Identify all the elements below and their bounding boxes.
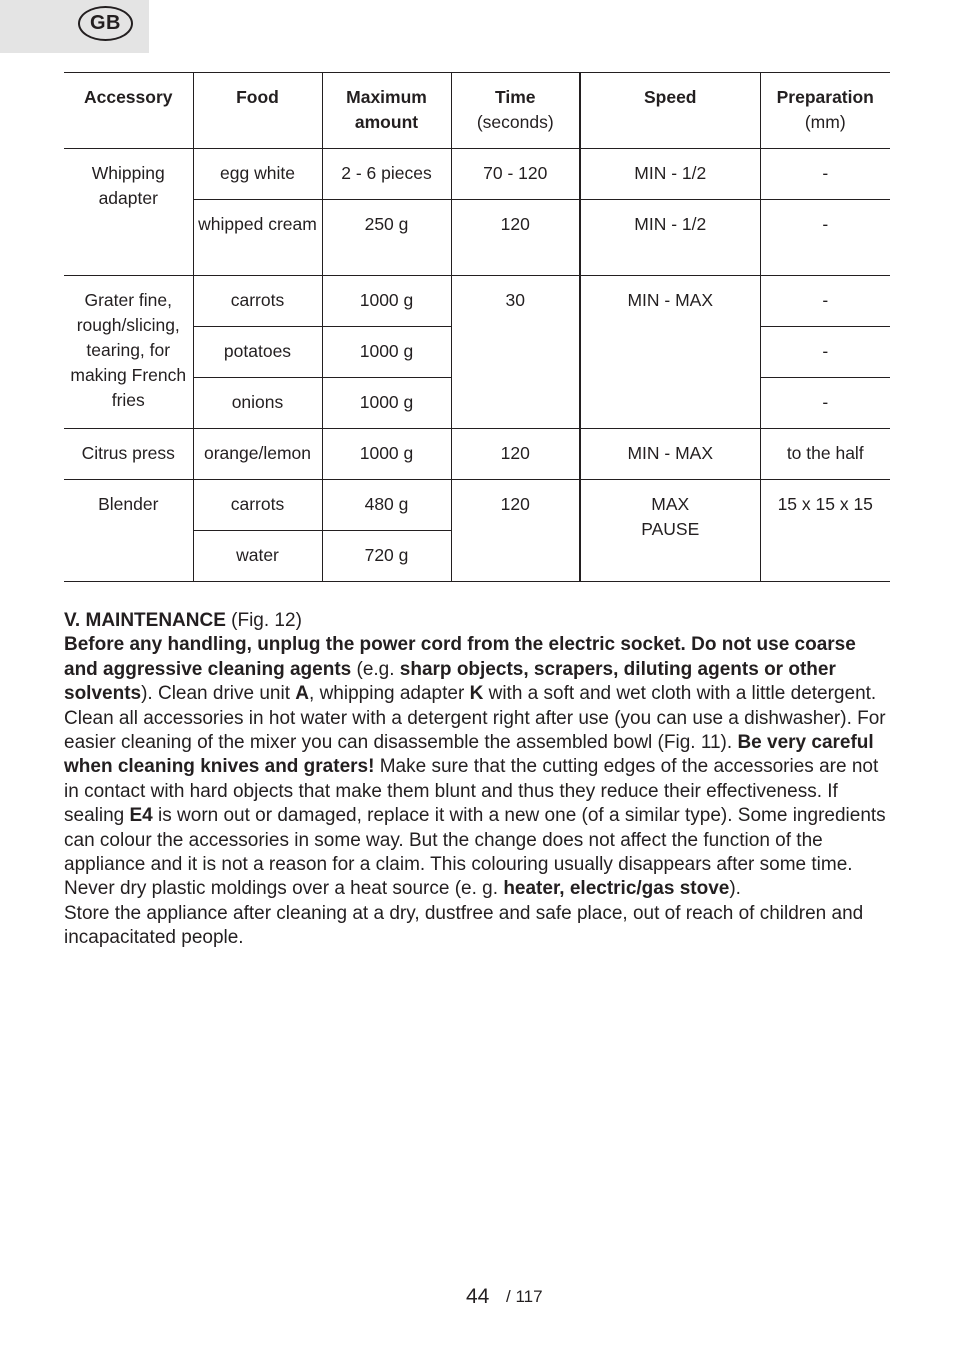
cell-prep: - (760, 378, 890, 429)
cell-amount: 1000 g (322, 276, 451, 327)
header-time: Time (seconds) (451, 73, 580, 149)
table-row (64, 480, 890, 531)
cell-food: carrots (193, 480, 322, 531)
maintenance-section (64, 609, 890, 951)
cell-speed: MIN - MAX (580, 429, 760, 480)
page-total: / 117 (506, 1287, 543, 1306)
header-preparation: Preparation (mm) (760, 73, 890, 149)
cell-food: whipped cream (193, 200, 322, 276)
cell-time: 30 (451, 276, 580, 429)
cell-speed: MIN - 1/2 (580, 200, 760, 276)
page-number: 44 (466, 1285, 490, 1308)
cell-prep: - (760, 327, 890, 378)
cell-accessory: Blender (64, 480, 193, 582)
cell-prep: - (760, 276, 890, 327)
cell-food: egg white (193, 149, 322, 200)
cell-amount: 720 g (322, 531, 451, 582)
cell-amount: 250 g (322, 200, 451, 276)
cell-time: 120 (451, 200, 580, 276)
table-row (64, 429, 890, 480)
cell-food: water (193, 531, 322, 582)
cell-amount: 1000 g (322, 429, 451, 480)
cell-prep: to the half (760, 429, 890, 480)
cell-amount: 1000 g (322, 378, 451, 429)
speed-line-2: PAUSE (641, 519, 700, 539)
cell-accessory: Citrus press (64, 429, 193, 480)
cell-speed: MIN - MAX (580, 276, 760, 429)
cell-food: onions (193, 378, 322, 429)
cell-food: potatoes (193, 327, 322, 378)
usage-table (64, 72, 890, 582)
cell-amount: 2 - 6 pieces (322, 149, 451, 200)
speed-line-1: MAX (651, 494, 690, 514)
cell-prep: 15 x 15 x 15 (760, 480, 890, 582)
cell-prep: - (760, 200, 890, 276)
cell-amount: 1000 g (322, 327, 451, 378)
table-header-row (64, 73, 890, 149)
table-row (64, 149, 890, 200)
header-max-amount: Maximum amount (322, 73, 451, 149)
language-badge: GB (78, 6, 133, 41)
cell-accessory: Whipping adapter (64, 149, 193, 276)
maintenance-paragraph: Before any handling, unplug the power cord from the electric socket. Do not use coarse and aggressive cleaning agents (e.g. sharp objects, scrapers, diluting agents or other solvents). Clean drive unit A, whipping adapter K with a soft and wet cloth with a little detergent. Clean all accessories in hot water with a detergent right after use (you can use a dishwasher). For easier cleaning of the mixer you can disassemble the assembled bowl (Fig. 11). Be very careful when cleaning knives and graters! Make sure that the cutting edges of the accessories are not in contact with hard objects that make them blunt and thus they reduce their effectiveness. If sealing E4 is worn out or damaged, replace it with a new one (of a similar type). Some ingredients can colour the accessories in some way. But the change does not affect the function of the appliance and it is not a reason for a claim. This colouring usually disappears after some time. Never dry plastic moldings over a heat source (e. g. heater, electric/gas stove). (64, 634, 886, 900)
language-tab (0, 0, 149, 53)
cell-food: orange/lemon (193, 429, 322, 480)
header-speed: Speed (580, 73, 760, 149)
cell-speed: MIN - 1/2 (580, 149, 760, 200)
cell-accessory: Grater fine, rough/slicing, tearing, for making French fries (64, 276, 193, 429)
cell-speed (580, 480, 760, 582)
header-accessory: Accessory (64, 73, 193, 149)
cell-amount: 480 g (322, 480, 451, 531)
header-food: Food (193, 73, 322, 149)
table-row (64, 276, 890, 327)
cell-time: 120 (451, 480, 580, 582)
cell-time: 70 - 120 (451, 149, 580, 200)
cell-food: carrots (193, 276, 322, 327)
maintenance-heading: V. MAINTENANCE (Fig. 12) (64, 610, 302, 631)
cell-prep: - (760, 149, 890, 200)
cell-time: 120 (451, 429, 580, 480)
storage-paragraph: Store the appliance after cleaning at a dry, dustfree and safe place, out of reach of children and incapacitated people. (64, 902, 864, 949)
